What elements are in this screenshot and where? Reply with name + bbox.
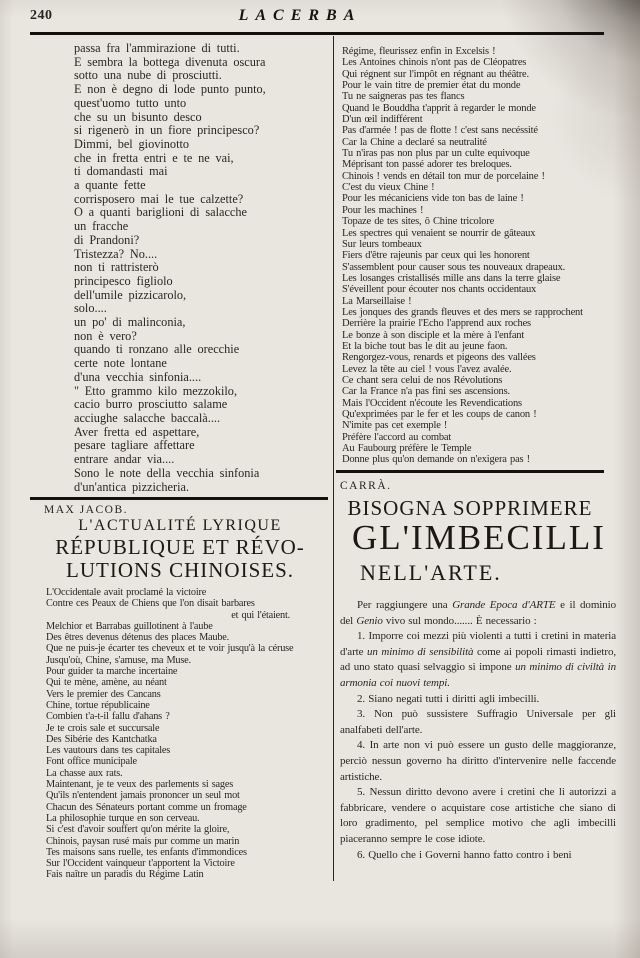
poem-line: un fracche — [74, 219, 129, 234]
poem-line: S'assemblent pour causer sous tes nouveaux drapeaux. — [342, 261, 566, 273]
author-carra: CARRÀ. — [340, 480, 392, 492]
poem-line: Contre ces Peaux de Chiens que l'on disait barbares — [46, 598, 255, 610]
poem-line: d'un'antica pizzicheria. — [74, 479, 190, 494]
poem-line: Si c'est d'avoir souffert qu'on mérite la gloire, — [46, 824, 230, 836]
poem-line: Pour le vain titre de premier état du monde — [342, 80, 521, 92]
poem-line: Chinois ! vends en détail ton mur de porcelaine ! — [342, 170, 545, 182]
poem-line: Je te crois sale et succursale — [46, 722, 160, 734]
poem-line: Pour les machines ! — [342, 204, 424, 216]
poem-line: Car la France n'a pas fini ses ascensions. — [342, 386, 510, 398]
section-subtitle: L'ACTUALITÉ LYRIQUE — [78, 517, 282, 534]
poem-line: Combien t'a-t-il fallu d'ahans ? — [46, 711, 170, 723]
poem-line: O a quanti bariglioni di salacche — [74, 205, 247, 220]
poem-line: Sono le note della vecchia sinfonia — [74, 465, 260, 480]
poem-line: entrare andar via.... — [74, 452, 175, 467]
poem-line: Tu n'iras pas non plus par un culte equivoque — [342, 148, 530, 160]
section-title-line1: RÉPUBLIQUE ET RÉVO- — [55, 535, 305, 559]
poem-line: si rigenerò in un fiore principesco? — [74, 123, 260, 138]
poem-line: Donne plus qu'on demande on n'exigera pas ! — [342, 454, 530, 466]
poem-line: quando ti ronzano alle orecchie — [74, 342, 240, 357]
poem-line: dell'umile pizzicarolo, — [74, 287, 187, 302]
poem-line: Que ne puis-je écarter tes cheveux et te voir jusqu'à la céruse — [46, 643, 294, 655]
poem-line: " Etto grammo kilo mezzokilo, — [74, 383, 238, 398]
poem-line: Des êtres devenus détenus des places Maube. — [46, 632, 230, 644]
poem-line: Au Faubourg préfère le Temple — [342, 443, 472, 455]
poem-line: Sur l'Occident vainqueur t'apportent la Victoire — [46, 858, 235, 870]
poem-line: solo.... — [74, 301, 107, 316]
poem-line: cacio burro prosciutto salame — [74, 397, 228, 412]
masthead-title: LACERBA — [238, 7, 362, 24]
poem-line: Chacun des Sénateurs portant comme un fromage — [46, 801, 247, 813]
french-poem-left — [46, 587, 332, 881]
poem-line: che in fretta entri e te ne vai, — [74, 150, 234, 165]
poem-line: Les losanges cristallisés mille ans dans la terre glaise — [342, 272, 561, 284]
poem-line: principesco figliolo — [74, 273, 173, 288]
french-poem-right — [342, 46, 618, 466]
poem-line: Chinois, paysan rusé mais pur comme un marin — [46, 835, 240, 847]
poem-line: Fiers d'être rajeunis par ceux qui les honorent — [342, 250, 530, 262]
poem-line: Les Antoines chinois n'ont pas de Cléopatres — [342, 57, 527, 69]
poem-line: Rengorgez-vous, renards et pigeons des vallées — [342, 352, 536, 364]
poem-line: Qu'ils n'entendent jamais prononcer un seul mot — [46, 790, 240, 802]
article-paragraph: 3. Non può sussistere Suffragio Universale per gli analfabeti dell'arte. — [340, 708, 616, 736]
poem-line: et qui l'étaient. — [231, 609, 290, 621]
article-paragraph: 1. Imporre coi mezzi più violenti a tutti i cretini in materia d'arte un minimo di sensibilità come ai popoli rimasti indietro, ad uno stato quasi selvaggio si impone un minimo di civiltà in armonia coi nuovi tempi. — [340, 630, 616, 689]
poem-line: La chasse aux rats. — [46, 767, 123, 779]
poem-line: Les jonques des grands fleuves et des mers se rapprochent — [342, 306, 583, 318]
italian-poem — [74, 42, 330, 494]
poem-line: La Marseillaise ! — [342, 295, 412, 307]
poem-line: certe note lontane — [74, 356, 167, 371]
poem-line: Font office municipale — [46, 756, 137, 768]
poem-line: Qui te mène, amène, au néant — [46, 677, 167, 689]
poem-line: Car la Chine a declaré sa neutralité — [342, 136, 487, 148]
column-divider — [333, 36, 334, 881]
article-paragraph: Per raggiungere una Grande Epoca d'ARTE e il dominio del Genio vivo sul mondo....... È necessario : — [340, 599, 616, 627]
poem-line: Aver fretta ed aspettare, — [74, 424, 200, 439]
poem-line: ti domandasti mai — [74, 164, 168, 179]
article-body — [340, 598, 616, 863]
poem-line: N'imite pas cet exemple ! — [342, 420, 448, 432]
poem-line: Qui régnent sur l'impôt en régnant au théâtre. — [342, 68, 529, 80]
poem-line: a quante fette — [74, 178, 146, 193]
article-paragraph: 2. Siano negati tutti i diritti agli imbecilli. — [357, 692, 540, 705]
poem-line: Maintenant, je te veux des parlements si sages — [46, 779, 234, 791]
article-paragraph: 5. Nessun diritto devono avere i cretini che li autorizzi a fabbricare, vendere o acquistare cose artistiche che siano di loro gradimento, pel semplice motivo che agli imbecilli piaceranno sempre le cose idiote. — [340, 786, 616, 845]
page-number: 240 — [30, 8, 53, 23]
poem-line: D'un œil indifférent — [342, 114, 423, 126]
section-rule-right — [336, 470, 604, 473]
poem-line: pesare tagliare affettare — [74, 438, 195, 453]
poem-line: corrisposero mai le tue calzette? — [74, 191, 244, 206]
poem-line: Melchior et Barrabas guillotinent à l'aube — [46, 620, 213, 632]
poem-line: Tes maisons sans ruelle, tes enfants d'immondices — [46, 846, 247, 858]
poem-line: Fais naître un paradis du Régime Latin — [46, 869, 204, 881]
article-title-line3: NELL'ARTE. — [360, 560, 502, 585]
poem-line: Topaze de tes sites, ô Chine tricolore — [342, 216, 495, 228]
article-paragraph: 6. Quello che i Governi hanno fatto contro i beni — [357, 848, 572, 861]
poem-line: Et la biche tout bas le dit au jeune faon. — [342, 340, 508, 352]
poem-line: quest'uomo tutto unto — [74, 95, 187, 110]
poem-line: Les spectres qui venaient se nourrir de gâteaux — [342, 227, 536, 239]
poem-line: Mais l'Occident n'écoute les Revendications — [342, 397, 522, 409]
poem-line: Levez la tête au ciel ! vous l'avez avalée. — [342, 363, 512, 375]
poem-line: passa fra l'ammirazione di tutti. — [74, 41, 240, 55]
poem-line: L'Occidentale avait proclamé la victoire — [46, 587, 207, 598]
poem-line: Dimmi, bel giovinotto — [74, 136, 190, 151]
poem-line: non ti rattristerò — [74, 260, 159, 275]
poem-line: Préfère l'accord au combat — [342, 431, 452, 443]
poem-line: Derrière la prairie l'Echo l'apprend aux roches — [342, 318, 531, 330]
poem-line: Quand le Bouddha t'apprit à regarder le monde — [342, 102, 536, 114]
poem-line: E sembra la bottega divenuta oscura — [74, 54, 266, 69]
poem-line: un po' di malinconia, — [74, 315, 186, 330]
poem-line: Pour les mécaniciens vide ton bas de laine ! — [342, 193, 524, 205]
poem-line: Chine, tortue républicaine — [46, 699, 150, 711]
poem-line: La philosophie turque en son cerveau. — [46, 812, 200, 824]
poem-line: Jusqu'où, Chine, s'amuse, ma Muse. — [46, 654, 191, 666]
poem-line: Les vautours dans tes capitales — [46, 745, 171, 757]
poem-line: d'una vecchia sinfonia.... — [74, 369, 202, 384]
poem-line: E non è degno di lode punto punto, — [74, 82, 266, 97]
article-title-line1: BISOGNA SOPPRIMERE — [347, 496, 593, 520]
poem-line: Tristezza? No.... — [74, 246, 158, 261]
poem-line: Le bonze à son disciple et la mère à l'enfant — [342, 329, 525, 341]
poem-line: Vers le premier des Cancans — [46, 688, 161, 700]
poem-line: di Prandoni? — [74, 232, 140, 247]
poem-line: Des Sibérie des Kantchatka — [46, 733, 157, 745]
poem-line: che su un bisunto desco — [74, 109, 202, 124]
poem-line: acciughe salacche baccalà.... — [74, 410, 221, 425]
author-max-jacob: MAX JACOB. — [44, 504, 129, 516]
poem-line: C'est du vieux Chine ! — [342, 182, 435, 194]
article-paragraph: 4. In arte non vi può essere un gusto delle maggioranze, perciò nessun governo ha diritto d'intervenire nelle faccende artistiche. — [340, 739, 616, 783]
poem-line: Pour guider ta marche incertaine — [46, 666, 178, 678]
article-title-line2: GL'IMBECILLI — [352, 518, 606, 557]
poem-line: non è vero? — [74, 328, 137, 343]
poem-line: Ce chant sera celui de nos Révolutions — [342, 374, 503, 386]
poem-line: sotto una nube di prosciutti. — [74, 68, 222, 83]
header-rule — [30, 32, 604, 35]
poem-line: S'éveillent pour écouter nos chants occidentaux — [342, 284, 537, 296]
poem-line: Tu ne saigneras pas tes flancs — [342, 91, 465, 103]
poem-line: Méprisant ton passé adorer tes breloques. — [342, 159, 512, 171]
section-title-line2: LUTIONS CHINOISES. — [66, 558, 294, 582]
section-rule-left — [30, 497, 328, 500]
poem-line: Régime, fleurissez enfin in Excelsis ! — [342, 46, 496, 57]
poem-line: Sur leurs tombeaux — [342, 238, 422, 250]
poem-line: Qu'exprimées par le fer et les coups de canon ! — [342, 409, 537, 420]
poem-line: Pas d'armée ! pas de flotte ! c'est sans necéssité — [342, 125, 538, 137]
